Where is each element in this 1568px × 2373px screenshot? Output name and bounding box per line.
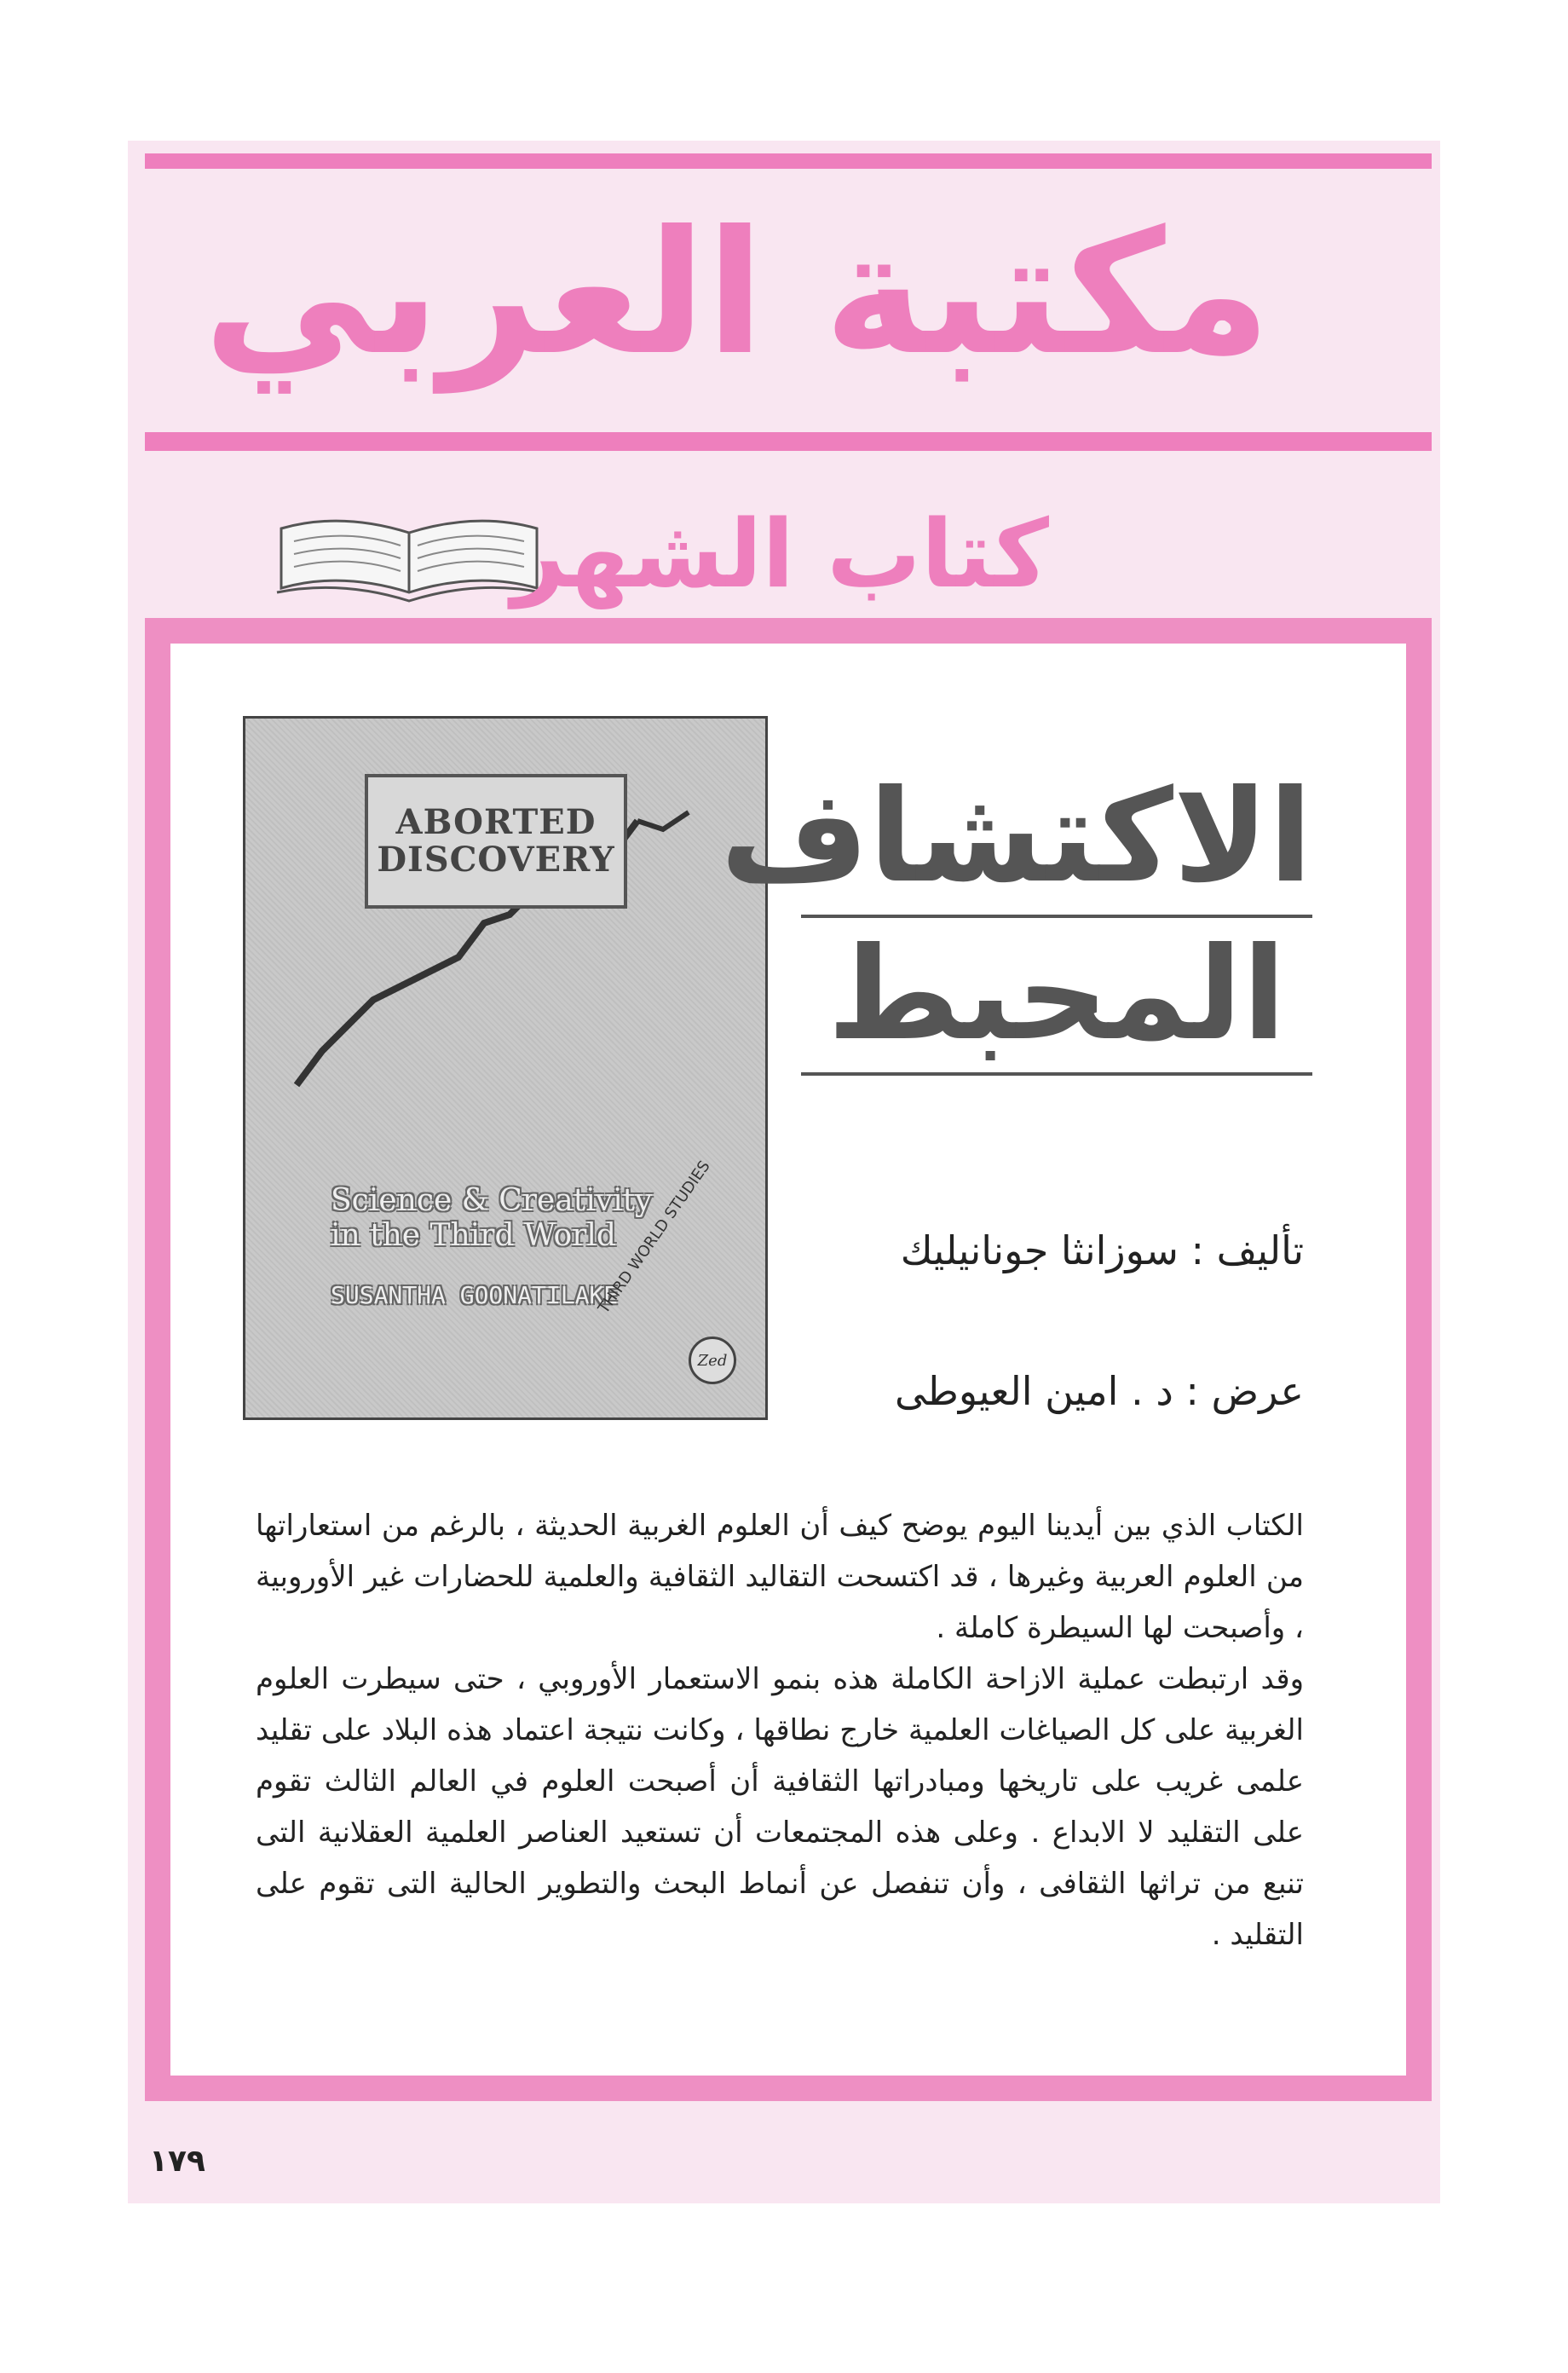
cover-subtitle xyxy=(331,1183,689,1254)
masthead-title: مكتبة العربي xyxy=(203,194,1271,393)
masthead-top-rule xyxy=(145,153,1432,169)
cover-subtitle-line-2: in the Third World xyxy=(331,1218,616,1254)
cover-subtitle-line-1: Science & Creativity xyxy=(331,1183,653,1218)
masthead-bottom-rule xyxy=(145,432,1432,451)
publisher-logo: Zed xyxy=(689,1337,736,1384)
reviewer-credit: عرض : د . امين العيوطى xyxy=(894,1368,1304,1414)
cover-author: SUSANTHA GOONATILAKE xyxy=(331,1281,619,1309)
cover-title-box xyxy=(365,774,627,909)
open-book-icon xyxy=(273,507,545,609)
article-headline xyxy=(720,763,1312,1083)
headline-divider xyxy=(801,915,1312,918)
cover-series-label: THIRD WORLD STUDIES xyxy=(595,1158,714,1318)
book-of-month-label: كتاب الشهر xyxy=(511,499,1049,609)
book-cover-image xyxy=(243,716,768,1420)
headline-line-1: الاكتشاف xyxy=(720,763,1312,911)
book-of-month-header xyxy=(256,490,1108,618)
headline-line-2: المحبط xyxy=(827,921,1287,1069)
cover-title-line-1: ABORTED xyxy=(395,802,597,842)
headline-divider-bottom xyxy=(801,1072,1312,1076)
body-paragraph-2: وقد ارتبطت عملية الازاحة الكاملة هذه بنمو الاستعمار الأوروبي ، حتى سيطرت العلوم الغربية على كل الصياغات العلمية خارج نطاقها ، وكانت نتيجة اعتماد هذه البلاد على تقليد علمى غريب على تاريخها ومبادراتها الثقافية أن أصبحت العلوم في العالم الثالث تقوم على التقليد لا الابداع . وعلى هذه المجتمعات أن تستعيد العناصر العلمية العقلانية التى تنبع من تراثها الثقافى ، وأن تنفصل عن أنماط البحث والتطوير الحالية التى تقوم على التقليد . xyxy=(256,1662,1304,1952)
cover-title-line-2: DISCOVERY xyxy=(377,840,615,880)
author-credit: تأليف : سوزانثا جونانيليك xyxy=(900,1227,1304,1273)
body-paragraph-1: الكتاب الذي بين أيدينا اليوم يوضح كيف أن العلوم الغربية الحديثة ، بالرغم من استعاراتها من العلوم العربية وغيرها ، قد اكتسحت التقاليد الثقافية والعلمية للحضارات غير الأوروبية ، وأصبحت لها السيطرة كاملة . xyxy=(256,1509,1304,1645)
article-body xyxy=(256,1500,1304,1960)
page-number: ١٧٩ xyxy=(149,2144,205,2179)
